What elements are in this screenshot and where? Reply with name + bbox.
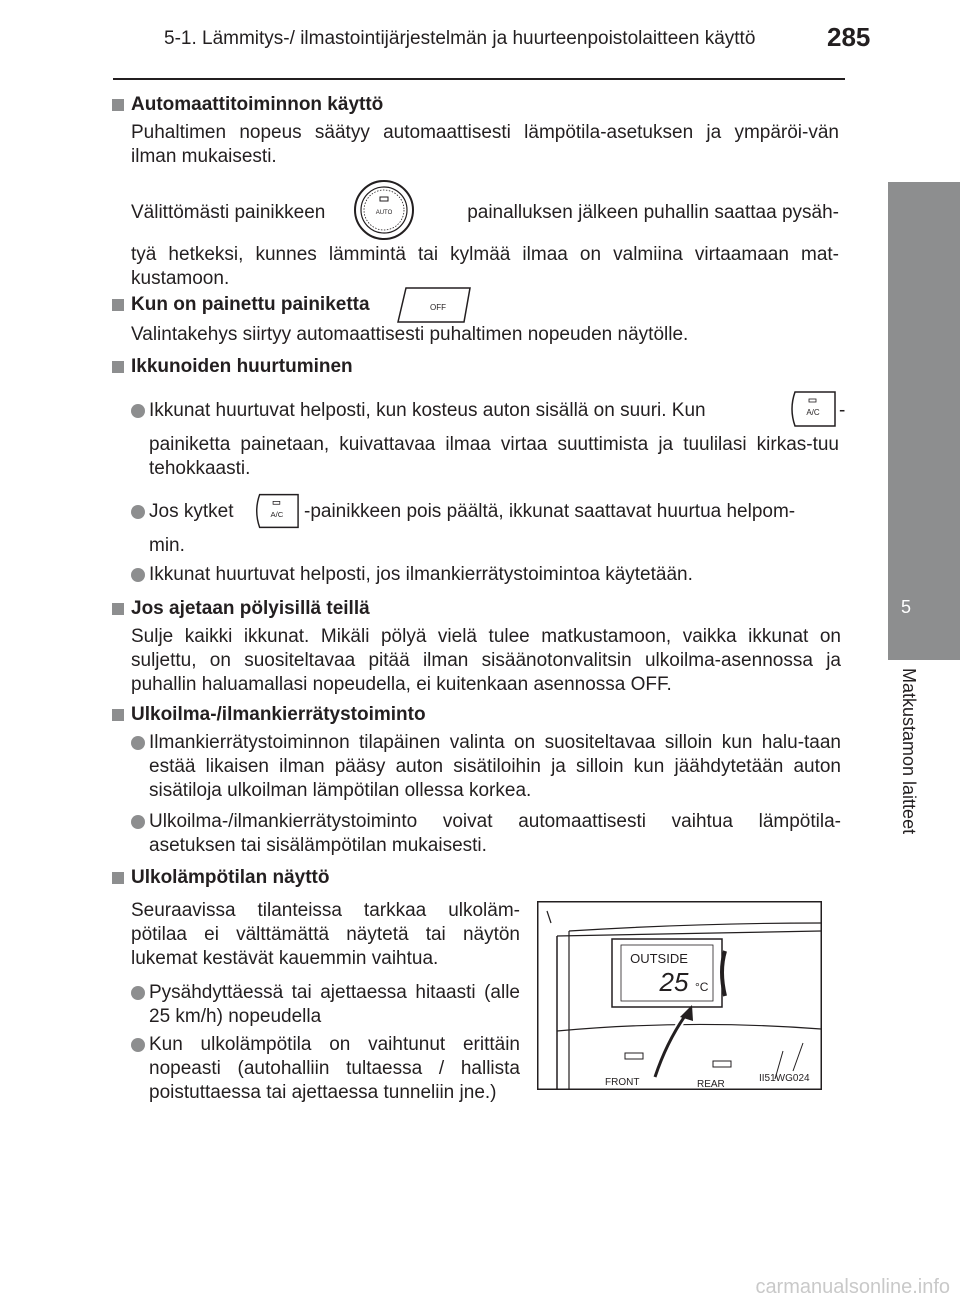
bullet-icon — [131, 815, 145, 829]
heading-outside: Ulkolämpötilan näyttö — [131, 867, 330, 888]
section-bullet-icon — [112, 603, 124, 615]
auto-paragraph-1: Puhaltimen nopeus säätyy automaattisesti lämpötila-asetuksen ja ympäröi-vän ilman mukaisesti. — [131, 122, 839, 167]
bullet-icon — [131, 568, 145, 582]
bullet-icon — [131, 404, 145, 418]
heading-off: Kun on painettu painiketta — [131, 294, 370, 315]
section-bullet-icon — [112, 709, 124, 721]
outside-temperature-figure — [537, 901, 822, 1090]
recirc-bullet-1: Ilmankierrätystoiminnon tilapäinen valinta on suositeltavaa silloin kun halu-taan estää likaisen ilman pääsy auton sisätiloihin ja silloin kun jäähdytetään auton sisätiloja ulkoilman lämpötilan ollessa korkea. — [149, 732, 841, 801]
bullet-icon — [131, 505, 145, 519]
outside-paragraph: Seuraavissa tilanteissa tarkkaa ulkoläm-pötilaa ei välttämättä näytetä tai näytön lukemat kestävät kauemmin vaihtua. — [131, 900, 520, 969]
figure-outside-label: OUTSIDE — [630, 951, 688, 966]
off-button-label: OFF — [430, 303, 446, 312]
chapter-label: Matkustamon laitteet — [899, 668, 919, 835]
section-bullet-icon — [112, 361, 124, 373]
header-rule — [113, 78, 845, 80]
fog-bullet-2a: Jos kytket — [149, 501, 234, 522]
figure-unit: °C — [695, 980, 709, 994]
chapter-tab — [888, 182, 960, 660]
fog-bullet-1b: - — [839, 400, 846, 421]
ac-button-icon — [250, 492, 300, 530]
heading-fog: Ikkunoiden huurtuminen — [131, 356, 353, 377]
dust-paragraph: Sulje kaikki ikkunat. Mikäli pölyä vielä tulee matkustamoon, vaikka ikkunat on suljettu, on suositeltavaa pitää ilman sisäänotonvalitsin ulkoilma-asennossa ja puhallin haluamallasi nopeudella, ei kuitenkaan asennossa OFF. — [131, 626, 841, 695]
svg-text:A/C: A/C — [270, 509, 284, 519]
watermark: carmanualsonline.info — [755, 1276, 950, 1298]
bullet-icon — [131, 986, 145, 1000]
fog-bullet-1c: painiketta painetaan, kuivattavaa ilmaa virtaa suuttimista ja tuulilasi kirkas-tuu tehokkaasti. — [149, 434, 839, 479]
fog-bullet-3: Ikkunat huurtuvat helposti, jos ilmankierrätystoimintoa käytetään. — [149, 564, 693, 585]
outside-bullet-2: Kun ulkolämpötila on vaihtunut erittäin nopeasti (autohalliin tultaessa / hallista poistuttaessa tai ajettaessa tunneliin jne.) — [149, 1034, 520, 1103]
heading-dust: Jos ajetaan pölyisillä teillä — [131, 598, 370, 619]
fog-bullet-1a: Ikkunat huurtuvat helposti, kun kosteus auton sisällä on suuri. Kun — [149, 400, 706, 421]
figure-temperature: 25 — [659, 967, 689, 997]
auto-paragraph-2b: painalluksen jälkeen puhallin saattaa pysäh- — [467, 202, 839, 223]
heading-recirc: Ulkoilma-/ilmankierrätystoiminto — [131, 704, 426, 725]
fog-bullet-2b: -painikkeen pois päältä, ikkunat saattavat huurtua helpom- — [304, 501, 796, 522]
auto-button-label: AUTO — [375, 210, 393, 216]
auto-paragraph-2a: Välittömästi painikkeen — [131, 202, 326, 223]
chapter-number: 5 — [901, 597, 912, 617]
bullet-icon — [131, 736, 145, 750]
section-bullet-icon — [112, 299, 124, 311]
figure-rear-label: REAR — [697, 1079, 725, 1090]
section-bullet-icon — [112, 872, 124, 884]
ac-button-label: A/C — [806, 408, 820, 417]
header-title: 5-1. Lämmitys-/ ilmastointijärjestelmän ja huurteenpoistolaitteen käyttö — [164, 28, 756, 49]
figure-id: II51WG024 — [759, 1073, 810, 1084]
outside-bullet-1: Pysähdyttäessä tai ajettaessa hitaasti (alle 25 km/h) nopeudella — [149, 982, 520, 1027]
bullet-icon — [131, 1038, 145, 1052]
recirc-bullet-2: Ulkoilma-/ilmankierrätystoiminto voivat automaattisesti vaihtua lämpötila-asetuksen tai sisälämpötilan mukaisesti. — [149, 811, 841, 856]
off-button-icon — [394, 284, 474, 324]
fog-bullet-2c: min. — [149, 535, 185, 556]
off-paragraph: Valintakehys siirtyy automaattisesti puhaltimen nopeuden näytölle. — [131, 324, 689, 345]
ac-button-icon — [785, 390, 837, 428]
section-bullet-icon — [112, 99, 124, 111]
figure-front-label: FRONT — [605, 1077, 640, 1088]
auto-paragraph-2c: tyä hetkeksi, kunnes lämmintä tai kylmää ilmaa on valmiina virtaamaan mat-kustamoon. — [131, 244, 839, 289]
page-number: 285 — [827, 22, 871, 52]
heading-auto: Automaattitoiminnon käyttö — [131, 94, 384, 115]
auto-button-icon — [352, 178, 416, 242]
